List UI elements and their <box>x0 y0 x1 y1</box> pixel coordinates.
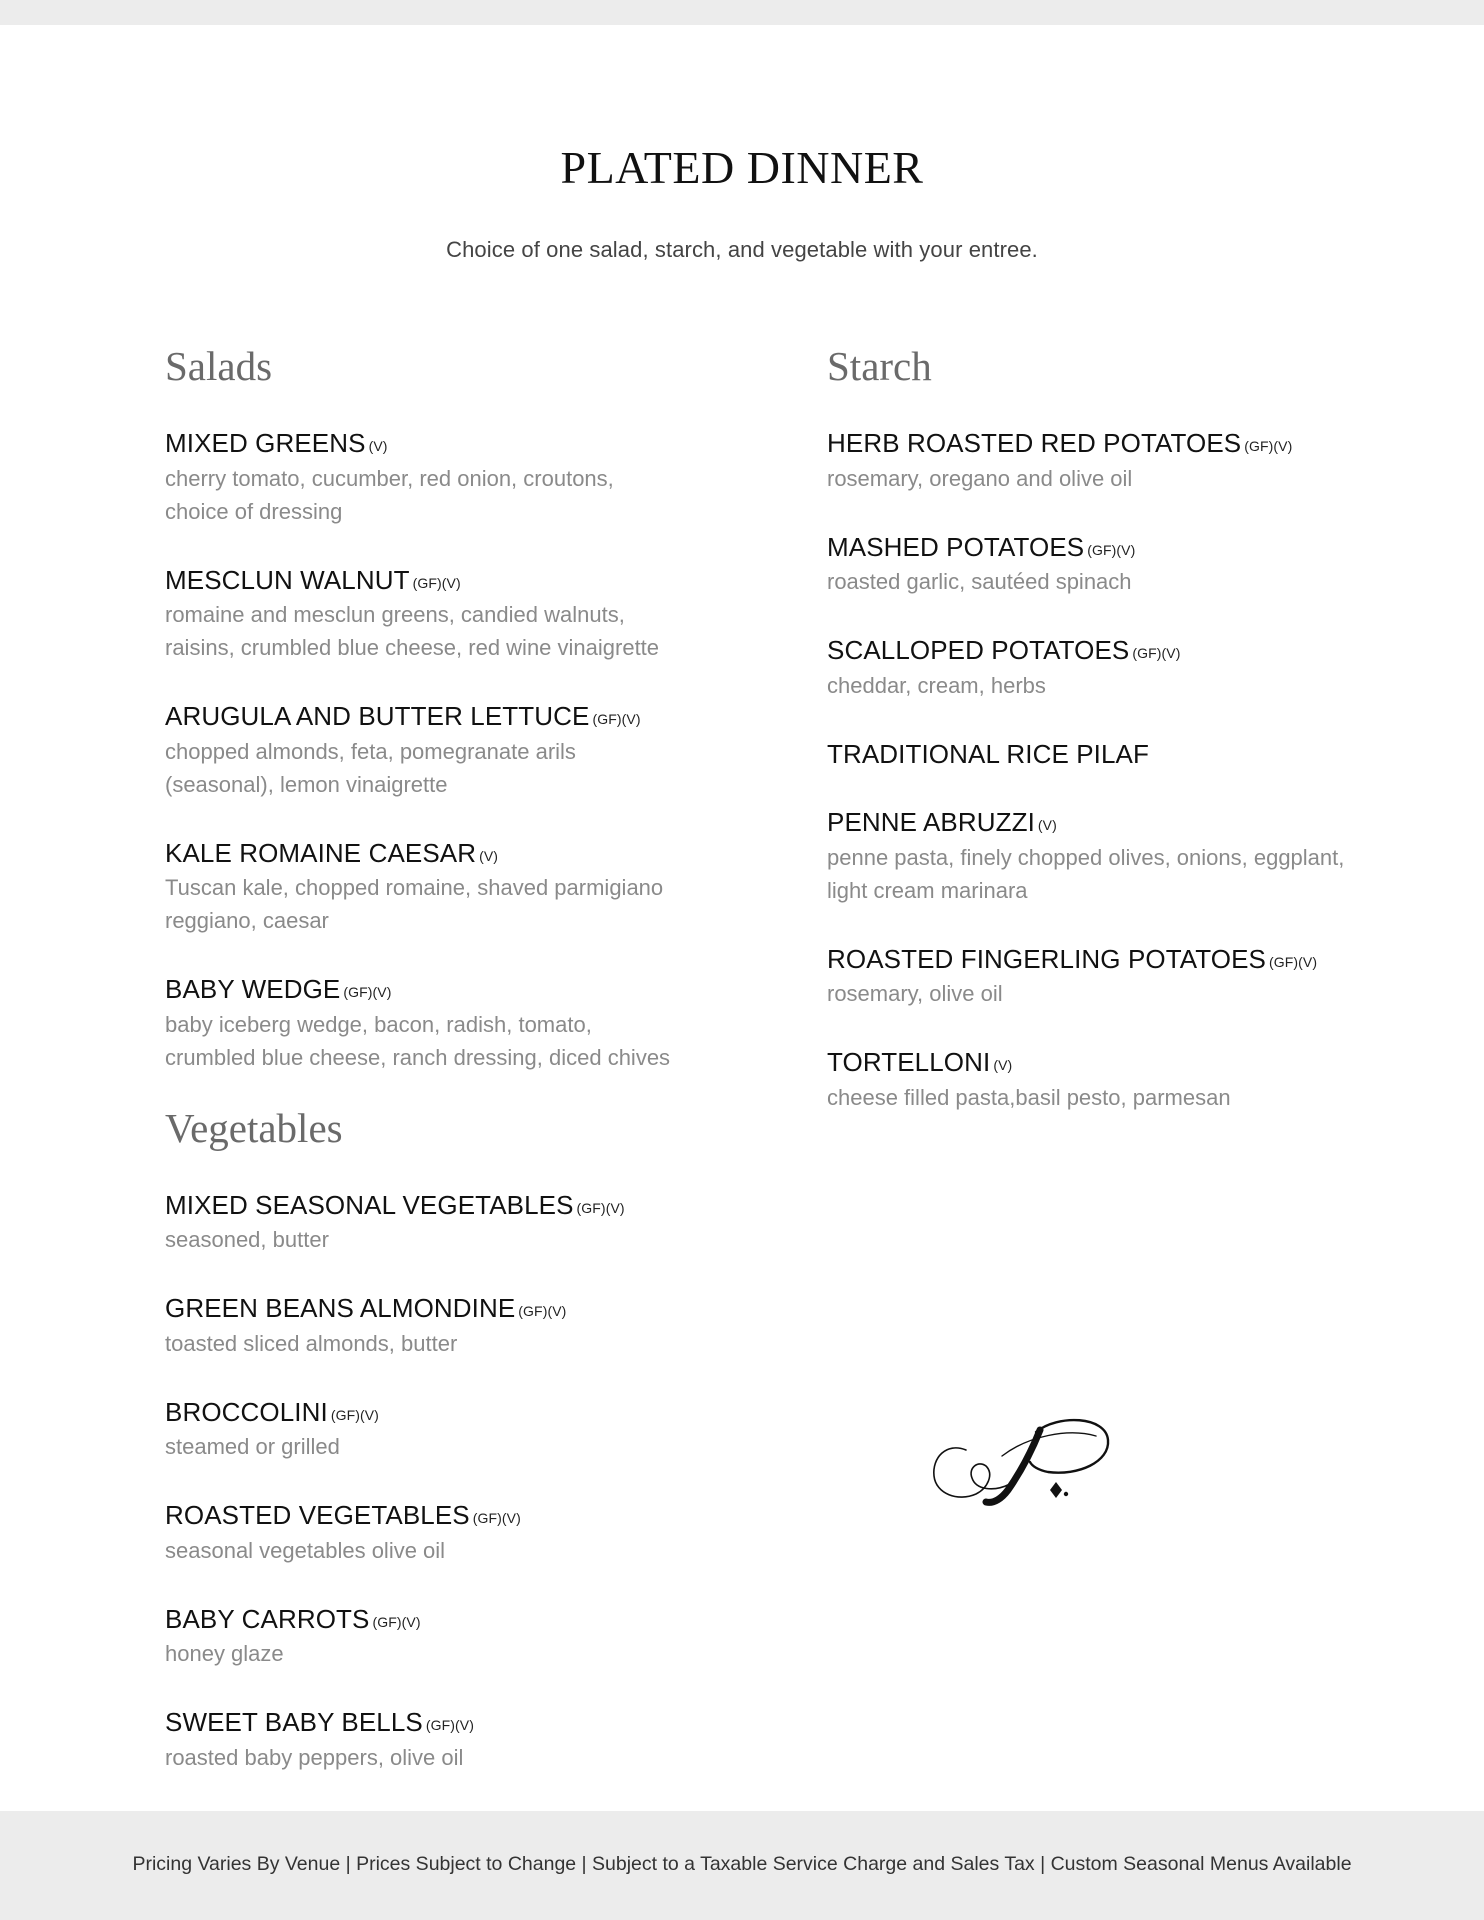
item-name: MASHED POTATOES <box>827 531 1085 562</box>
item-description: rosemary, oregano and olive oil <box>827 465 1133 491</box>
item-name: SCALLOPED POTATOES <box>827 635 1130 666</box>
menu-item <box>827 427 1367 495</box>
item-description: seasoned, butter <box>165 1227 329 1253</box>
starch-heading: Starch <box>827 343 932 389</box>
left-column <box>165 342 705 1774</box>
menu-item <box>827 943 1367 1011</box>
dietary-tags: (GF)(V) <box>576 1199 625 1216</box>
item-name: TRADITIONAL RICE PILAF <box>827 738 1149 769</box>
menu-item <box>165 1499 705 1567</box>
item-description: cheddar, cream, herbs <box>827 672 1046 698</box>
item-description: cherry tomato, cucumber, red onion, croutons, choice of dressing <box>165 465 614 524</box>
item-description: steamed or grilled <box>165 1434 340 1460</box>
script-p-monogram-icon <box>928 1410 1118 1510</box>
item-name: ARUGULA AND BUTTER LETTUCE <box>165 701 590 732</box>
dietary-tags: (GF)(V) <box>425 1717 475 1734</box>
item-name: BABY CARROTS <box>165 1603 370 1634</box>
vegetables-heading: Vegetables <box>165 1104 343 1151</box>
menu-item <box>165 1603 705 1671</box>
menu-item <box>165 1396 705 1464</box>
dietary-tags: (V) <box>993 1057 1013 1074</box>
item-description: seasonal vegetables olive oil <box>165 1537 446 1563</box>
dietary-tags: (V) <box>1037 817 1057 834</box>
menu-item <box>165 427 705 528</box>
item-name: SWEET BABY BELLS <box>165 1707 423 1738</box>
item-description: penne pasta, finely chopped olives, onions, eggplant, light cream marinara <box>827 844 1345 903</box>
dietary-tags: (GF)(V) <box>1087 541 1136 558</box>
item-description: honey glaze <box>165 1641 284 1667</box>
menu-item <box>165 837 705 938</box>
dietary-tags: (V) <box>479 847 499 864</box>
dietary-tags: (GF)(V) <box>1132 645 1181 662</box>
diamond-ornament-icon <box>1050 1482 1062 1498</box>
menu-item <box>827 634 1367 702</box>
dietary-tags: (GF)(V) <box>1244 438 1293 455</box>
item-description: roasted baby peppers, olive oil <box>165 1744 464 1770</box>
item-name: HERB ROASTED RED POTATOES <box>827 428 1242 459</box>
dietary-tags: (GF)(V) <box>592 711 641 728</box>
page-title: PLATED DINNER <box>560 142 924 193</box>
dietary-tags: (GF)(V) <box>330 1406 379 1423</box>
top-bar <box>0 0 1484 25</box>
menu-item <box>165 1292 705 1360</box>
menu-item <box>827 531 1367 599</box>
salads-heading: Salads <box>165 343 273 389</box>
right-column <box>827 342 1367 1150</box>
item-description: chopped almonds, feta, pomegranate arils (seasonal), lemon vinaigrette <box>165 738 576 797</box>
menu-item <box>165 973 705 1074</box>
item-description: cheese filled pasta,basil pesto, parmesan <box>827 1084 1231 1110</box>
footer-disclaimer: Pricing Varies By Venue | Prices Subject to Change | Subject to a Taxable Service Charge and Sales Tax | Custom Seasonal Menus Available <box>132 1853 1352 1875</box>
item-description: toasted sliced almonds, butter <box>165 1330 458 1356</box>
dietary-tags: (GF)(V) <box>518 1303 567 1320</box>
item-description: romaine and mesclun greens, candied walnuts, raisins, crumbled blue cheese, red wine vinaigrette <box>165 602 660 661</box>
item-name: MESCLUN WALNUT <box>165 564 410 595</box>
dietary-tags: (GF)(V) <box>472 1510 521 1527</box>
item-name: ROASTED VEGETABLES <box>165 1500 470 1531</box>
page-subtitle: Choice of one salad, starch, and vegetable with your entree. <box>446 237 1038 262</box>
item-description: roasted garlic, sautéed spinach <box>827 569 1132 595</box>
dietary-tags: (GF)(V) <box>1269 953 1318 970</box>
item-description: baby iceberg wedge, bacon, radish, tomato, crumbled blue cheese, ranch dressing, diced chives <box>165 1011 671 1070</box>
menu-item <box>165 1706 705 1774</box>
dietary-tags: (GF)(V) <box>343 984 392 1001</box>
footer-bar <box>0 1811 1484 1920</box>
item-name: PENNE ABRUZZI <box>827 807 1035 838</box>
menu-item <box>165 700 705 801</box>
item-name: ROASTED FINGERLING POTATOES <box>827 943 1266 974</box>
item-description: rosemary, olive oil <box>827 981 1003 1007</box>
item-name: TORTELLONI <box>827 1047 991 1078</box>
dietary-tags: (GF)(V) <box>372 1613 421 1630</box>
item-name: GREEN BEANS ALMONDINE <box>165 1293 516 1324</box>
menu-item <box>827 1046 1367 1114</box>
dietary-tags: (GF)(V) <box>412 574 461 591</box>
menu-item <box>827 806 1367 907</box>
menu-item <box>165 1189 705 1257</box>
menu-item <box>827 738 1367 771</box>
item-description: Tuscan kale, chopped romaine, shaved parmigiano reggiano, caesar <box>165 875 664 934</box>
menu-item <box>165 564 705 665</box>
item-name: MIXED GREENS <box>165 428 366 459</box>
item-name: BABY WEDGE <box>165 974 341 1005</box>
dietary-tags: (V) <box>368 438 388 455</box>
item-name: BROCCOLINI <box>165 1396 328 1427</box>
item-name: MIXED SEASONAL VEGETABLES <box>165 1189 574 1220</box>
item-name: KALE ROMAINE CAESAR <box>165 837 477 868</box>
